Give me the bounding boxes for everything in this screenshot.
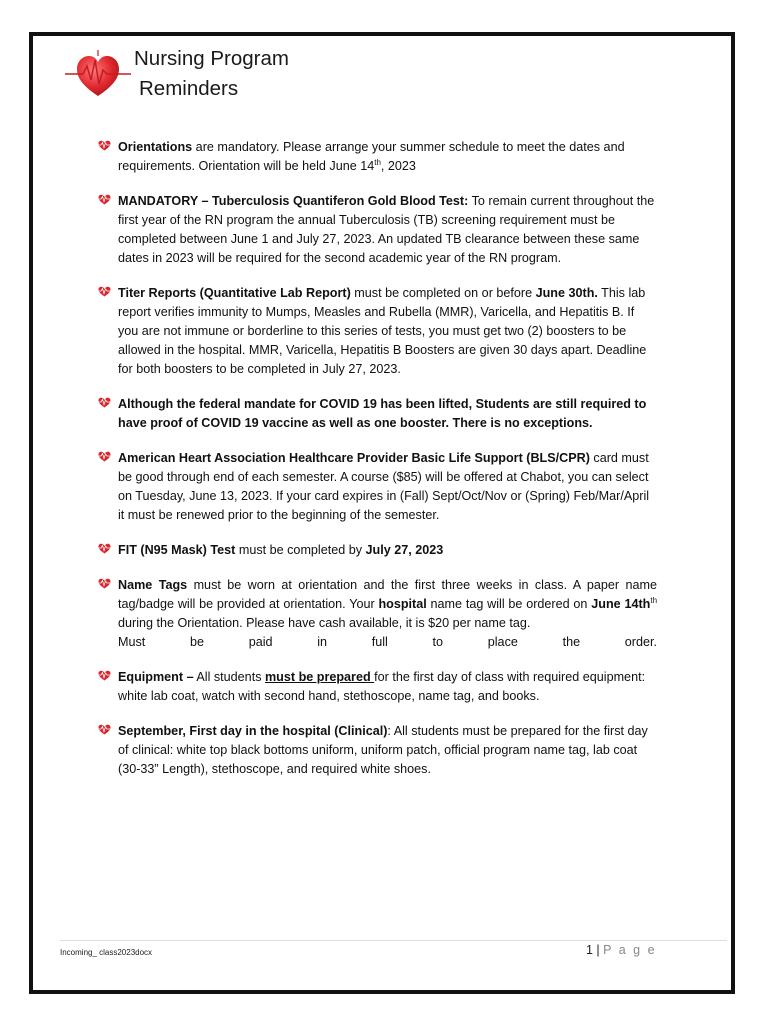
page-title <box>134 44 289 104</box>
footer-page-number: 1 | P a g e <box>586 943 657 957</box>
footer-divider <box>60 940 727 941</box>
heart-ecg-icon <box>63 50 133 100</box>
name-tags-payment-line: Must be paid in full to place the order. <box>118 635 657 649</box>
name-tags-text: Name Tags must be worn at orientation and the first three weeks in class. A paper name tag/badge will be provided at orientation. Your hospital name tag will be ordered on June $14th^{th}$ during the Orientation. Please have cash available, it is $20 per name tag. <box>118 578 658 630</box>
list-item-first-day-clinical: September, First day in the hospital (Clinical): All students must be prepared for the first day of clinical: white top black bottoms uniform, uniform patch, official program name tag, lab coat (30-33” Length), stethoscope, and required white shoes. <box>97 722 657 779</box>
heart-bullet-icon <box>97 194 112 205</box>
list-item-tuberculosis: MANDATORY – Tuberculosis Quantiferon Gold Blood Test: To remain current throughout the first year of the RN program the annual Tuberculosis (TB) screening requirement must be completed between June 1 and July 27, 2023. An updated TB clearance between these same dates in 2023 will be required for the second academic year of the RN program. <box>97 192 657 268</box>
heart-bullet-icon <box>97 286 112 297</box>
heart-bullet-icon <box>97 724 112 735</box>
heart-bullet-icon <box>97 397 112 408</box>
list-item-covid: Although the federal mandate for COVID 19 has been lifted, Students are still required to have proof of COVID 19 vaccine as well as one booster. There is no exceptions. <box>97 395 657 433</box>
list-item-equipment: Equipment – All students must be prepared for the first day of class with required equipment: white lab coat, watch with second hand, stethoscope, name tag, and books. <box>97 668 657 706</box>
title-line-2: Reminders <box>139 77 239 100</box>
reminders-list <box>97 138 657 795</box>
heart-bullet-icon <box>97 543 112 554</box>
list-item-fit-test: FIT (N95 Mask) Test must be completed by July 27, 2023 <box>97 541 657 560</box>
heart-bullet-icon <box>97 140 112 151</box>
heart-bullet-icon <box>97 578 112 589</box>
heart-bullet-icon <box>97 451 112 462</box>
title-line-1: Nursing Program <box>134 47 289 70</box>
list-item-titer-reports: Titer Reports (Quantitative Lab Report) must be completed on or before June 30th. This lab report verifies immunity to Mumps, Measles and Rubella (MMR), Varicella, and Hepatitis B. If you are not immune or borderline to this series of tests, you must get two (2) boosters to be allowed in the hospital. MMR, Varicella, Hepatitis B Boosters are given 30 days apart. Deadline for both boosters to be completed in July 27, 2023. <box>97 284 657 379</box>
list-item-bls-cpr: American Heart Association Healthcare Provider Basic Life Support (BLS/CPR) card must be good through end of each semester. A course ($85) will be offered at Chabot, you can select on Tuesday, June 13, 2023. If your card expires in (Fall) Sept/Oct/Nov or (Spring) Feb/Mar/April it must be renewed prior to the beginning of the semester. <box>97 449 657 525</box>
footer-filename: Incoming_ class2023docx <box>60 948 153 957</box>
heart-bullet-icon <box>97 670 112 681</box>
list-item-orientations: Orientations are mandatory. Please arrange your summer schedule to meet the dates and requirements. Orientation will be held June 14th, 2023 <box>97 138 657 176</box>
list-item-name-tags <box>97 576 657 652</box>
